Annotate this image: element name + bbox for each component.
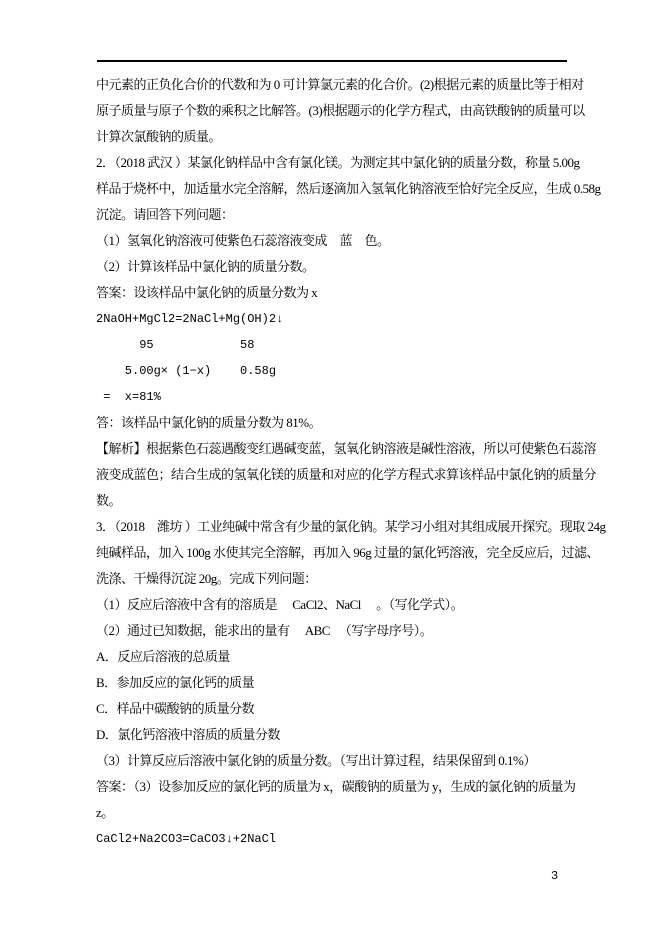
text-line: 2NaOH+MgCl2=2NaCl+Mg(OH)2↓	[96, 312, 284, 326]
text-line: （3）计算反应后溶液中氯化钠的质量分数。（写出计算过程，结果保留到 0.1%）	[96, 753, 536, 768]
text-line: 2．（2018 武汉 ）某氯化钠样品中含有氯化镁。为测定其中氯化钠的质量分数，称量 5.00g	[96, 155, 580, 170]
text-line: D．氯化钙溶液中溶质的质量分数	[96, 727, 280, 742]
text-line: 【解析】根据紫色石蕊遇酸变红遇碱变蓝，氢氧化钠溶液是碱性溶液，所以可使紫色石蕊溶	[96, 441, 597, 456]
text-line: 样品于烧杯中，加适量水完全溶解，然后逐滴加入氢氧化钠溶液至恰好完全反应，生成 0.58g	[96, 181, 601, 196]
text-line: CaCl2+Na2CO3=CaCO3↓+2NaCl	[96, 832, 277, 846]
text-line: A．反应后溶液的总质量	[96, 649, 230, 664]
text-line: 数。	[96, 493, 122, 508]
text-line: 洗涤、干燥得沉淀 20g。完成下列问题：	[96, 571, 317, 586]
text-line: 纯碱样品，加入 100g 水使其完全溶解，再加入 96g 过量的氯化钙溶液，完全反应后，过滤、	[96, 545, 600, 560]
text-line: 5.00g× (1−x) 0.58g	[96, 364, 277, 378]
text-line: B．参加反应的氯化钙的质量	[96, 675, 255, 690]
text-line: 液变成蓝色；结合生成的氢氧化镁的质量和对应的化学方程式求算该样品中氯化钠的质量分	[96, 467, 597, 482]
text-line: C．样品中碳酸钠的质量分数	[96, 701, 255, 716]
page-number: 3	[551, 869, 559, 883]
text-line: 3．（2018 潍坊 ）工业纯碱中常含有少量的氯化钠。某学习小组对其组成展开探究。现取 24g	[96, 519, 606, 534]
text-line: 沉淀。请回答下列问题：	[96, 207, 234, 222]
header-divider	[97, 60, 567, 62]
text-line: （2）计算该样品中氯化钠的质量分数。	[96, 259, 315, 274]
text-line: 中元素的正负化合价的代数和为 0 可计算氯元素的化合价。(2)根据元素的质量比等于相对	[96, 77, 584, 92]
text-line: 计算次氯酸钠的质量。	[96, 129, 222, 144]
text-line: z。	[96, 805, 114, 820]
document-body	[96, 72, 606, 852]
text-line: 答：该样品中氯化钠的质量分数为 81%。	[96, 415, 322, 430]
text-line: = x=81%	[96, 390, 161, 404]
text-line: 答案：设该样品中氯化钠的质量分数为 x	[96, 285, 318, 300]
text-line: 原子质量与原子个数的乘积之比解答。(3)根据题示的化学方程式，由高铁酸钠的质量可以	[96, 103, 585, 118]
text-line: 95 58	[96, 338, 255, 352]
text-line: 答案：（3）设参加反应的氯化钙的质量为 x，碳酸钠的质量为 y，生成的氯化钠的质量为	[96, 779, 576, 794]
text-line: （1）氢氧化钠溶液可使紫色石蕊溶液变成 蓝 色。	[96, 233, 390, 248]
text-line: （2）通过已知数据，能求出的量有 ABC （写字母序号）。	[96, 623, 433, 638]
text-line: （1）反应后溶液中含有的溶质是 CaCl2、NaCl 。（写化学式）。	[96, 597, 464, 612]
